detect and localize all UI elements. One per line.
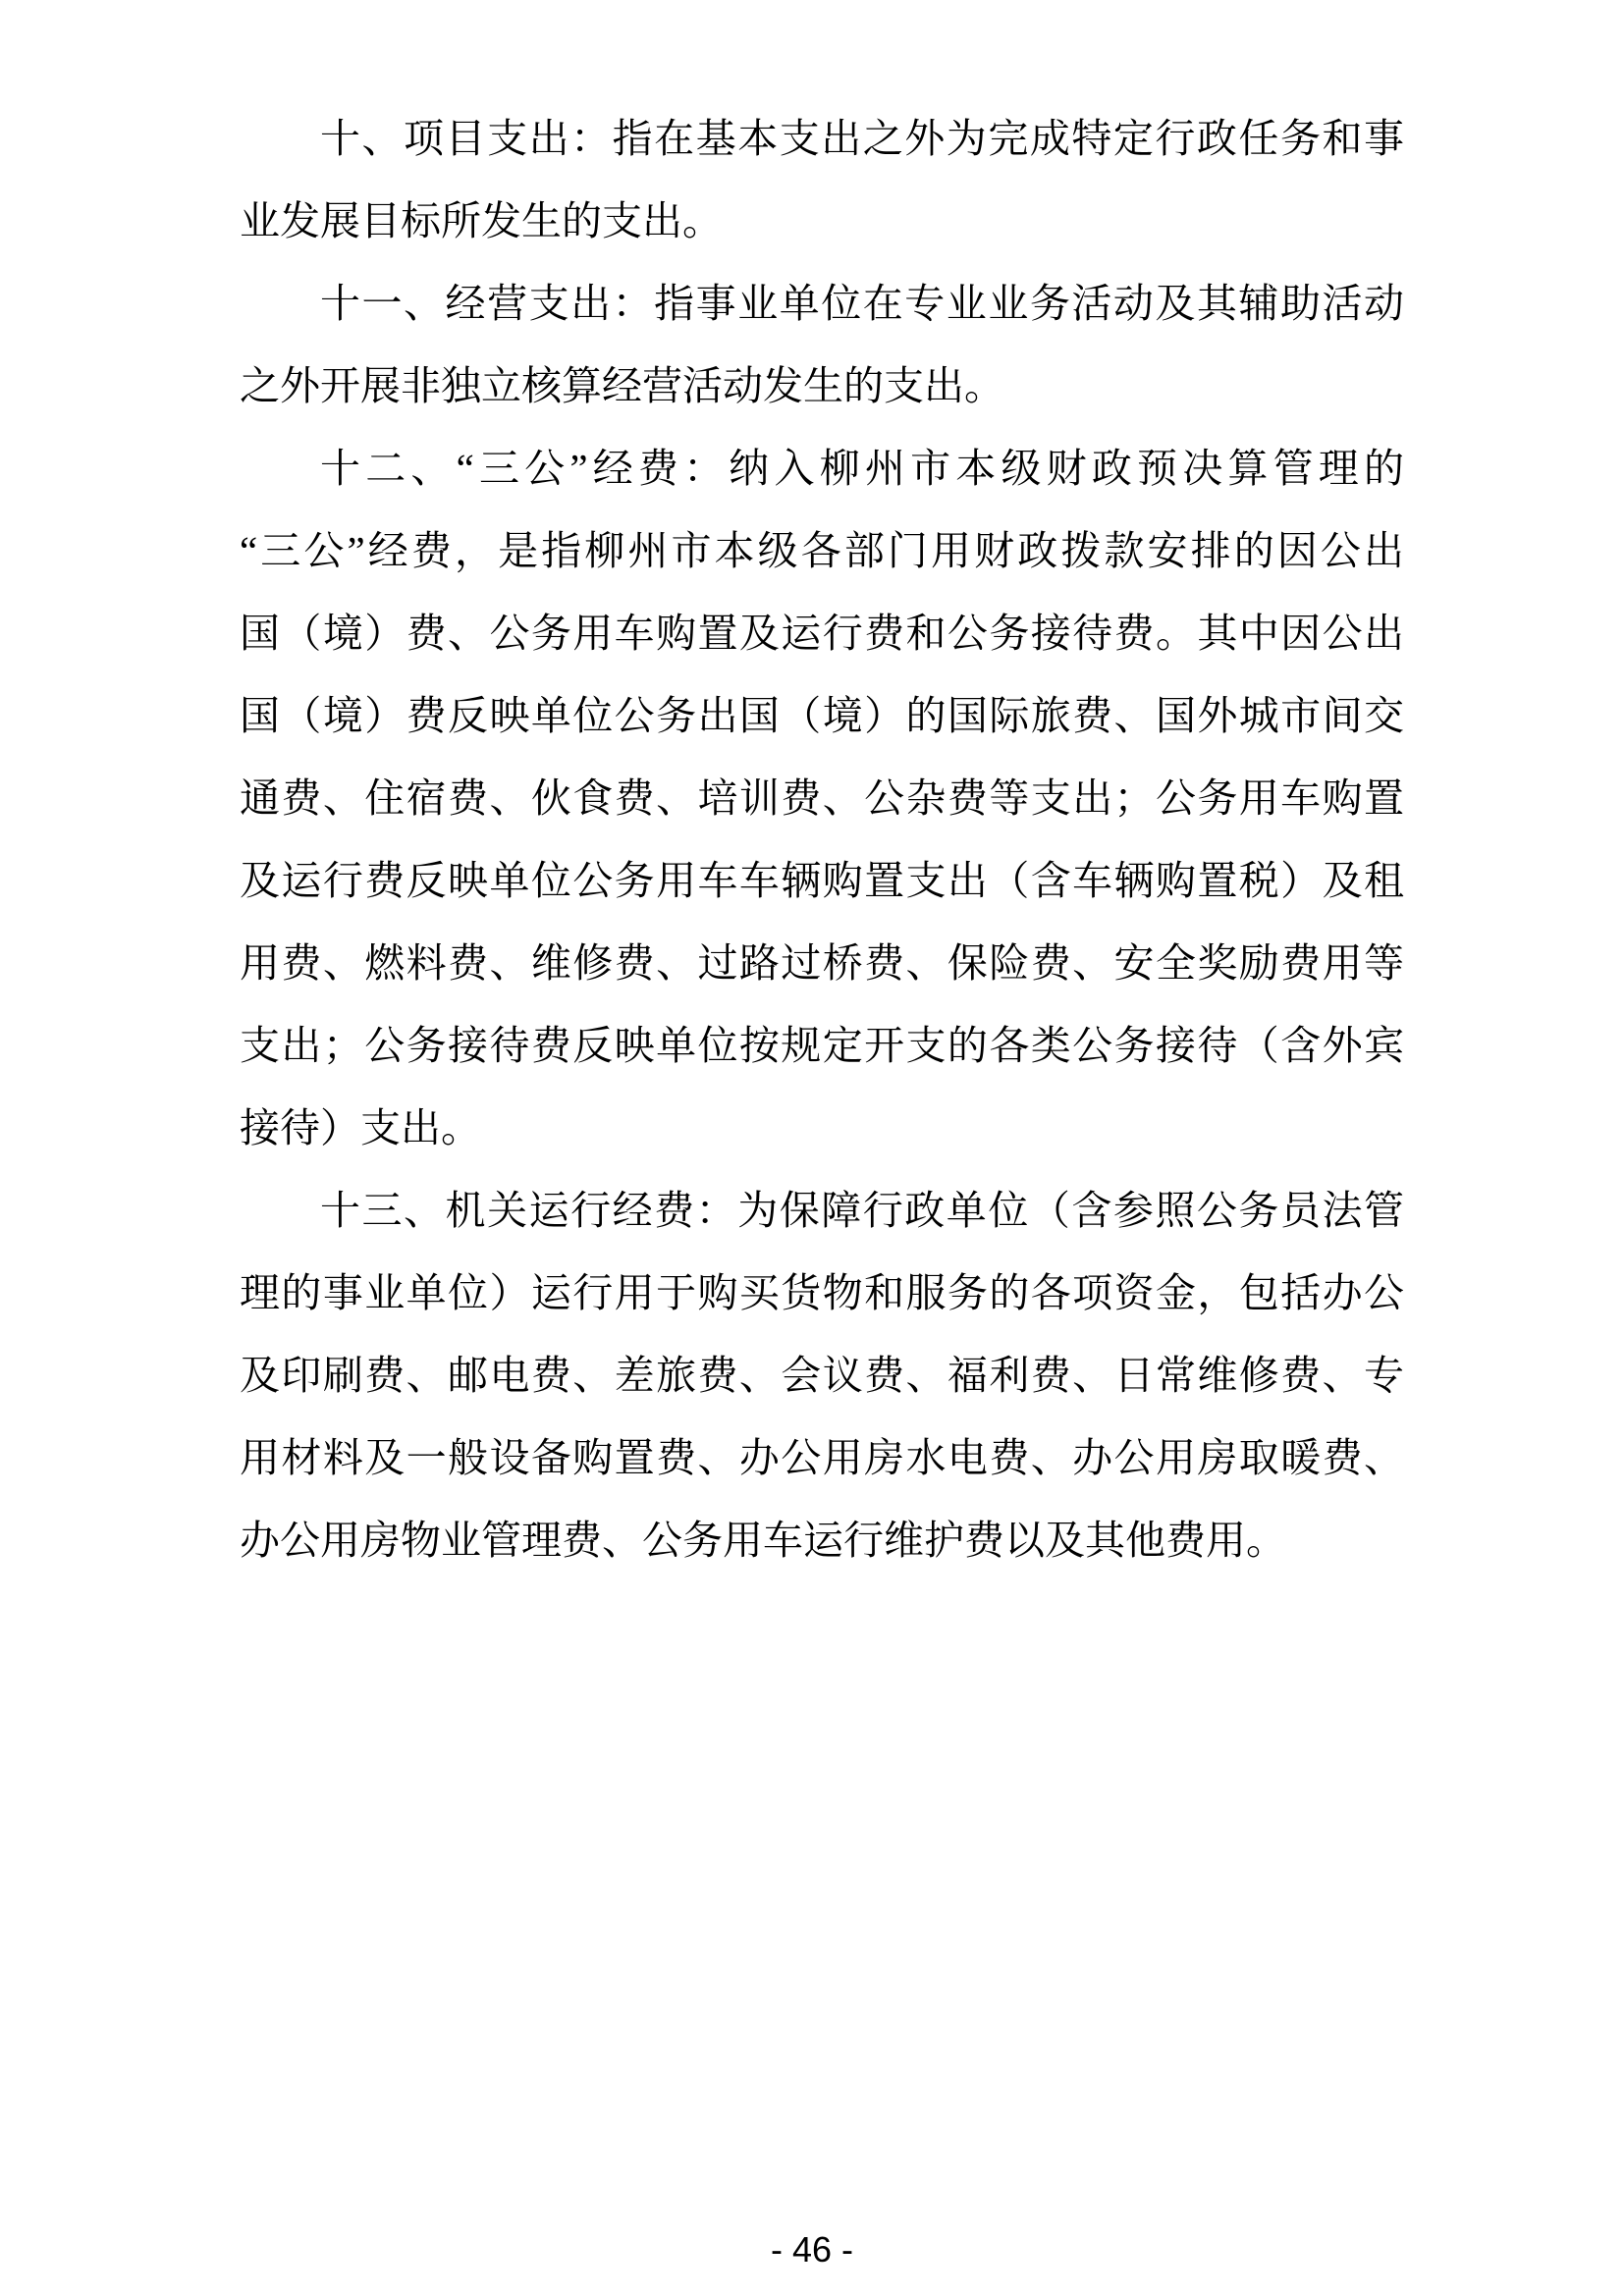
text-line: 及运行费反映单位公务用车车辆购置支出（含车辆购置税）及租	[240, 858, 1404, 903]
text-line: 业发展目标所发生的支出。	[240, 198, 723, 243]
text-line: 通费、住宿费、伙食费、培训费、公杂费等支出；公务用车购置	[240, 775, 1404, 821]
page-footer	[0, 2230, 1624, 2269]
text-line: 国（境）费反映单位公务出国（境）的国际旅费、国外城市间交	[240, 693, 1404, 738]
text-line: 用费、燃料费、维修费、过路过桥费、保险费、安全奖励费用等	[240, 940, 1404, 986]
para-13-agency-operating-funds	[240, 1169, 1404, 1581]
text-line: 办公用房物业管理费、公务用车运行维护费以及其他费用。	[240, 1518, 1286, 1563]
page-number: - 46 -	[770, 2229, 854, 2269]
text-line: 理的事业单位）运行用于购买货物和服务的各项资金，包括办公	[240, 1270, 1404, 1315]
text-line: 及印刷费、邮电费、差旅费、会议费、福利费、日常维修费、专	[240, 1353, 1404, 1398]
text-line: 国（境）费、公务用车购置及运行费和公务接待费。其中因公出	[240, 611, 1404, 656]
text-line: “三公”经费，是指柳州市本级各部门用财政拨款安排的因公出	[240, 528, 1404, 573]
document-body	[240, 97, 1404, 1581]
text-line: 支出；公务接待费反映单位按规定开支的各类公务接待（含外宾	[240, 1023, 1404, 1068]
text-line: 十一、经营支出：指事业单位在专业业务活动及其辅助活动	[320, 281, 1404, 326]
text-line: 十三、机关运行经费：为保障行政单位（含参照公务员法管	[320, 1188, 1404, 1233]
para-11-operating-expenditure	[240, 262, 1404, 427]
text-line: 十、项目支出：指在基本支出之外为完成特定行政任务和事	[320, 116, 1404, 161]
text-line: 十二、“三公”经费：纳入柳州市本级财政预决算管理的	[320, 446, 1404, 491]
para-12-three-public-funds	[240, 427, 1404, 1169]
text-line: 之外开展非独立核算经营活动发生的支出。	[240, 363, 1004, 408]
para-10-project-expenditure	[240, 97, 1404, 262]
text-line: 接待）支出。	[240, 1105, 481, 1150]
text-line: 用材料及一般设备购置费、办公用房水电费、办公用房取暖费、	[240, 1435, 1404, 1480]
